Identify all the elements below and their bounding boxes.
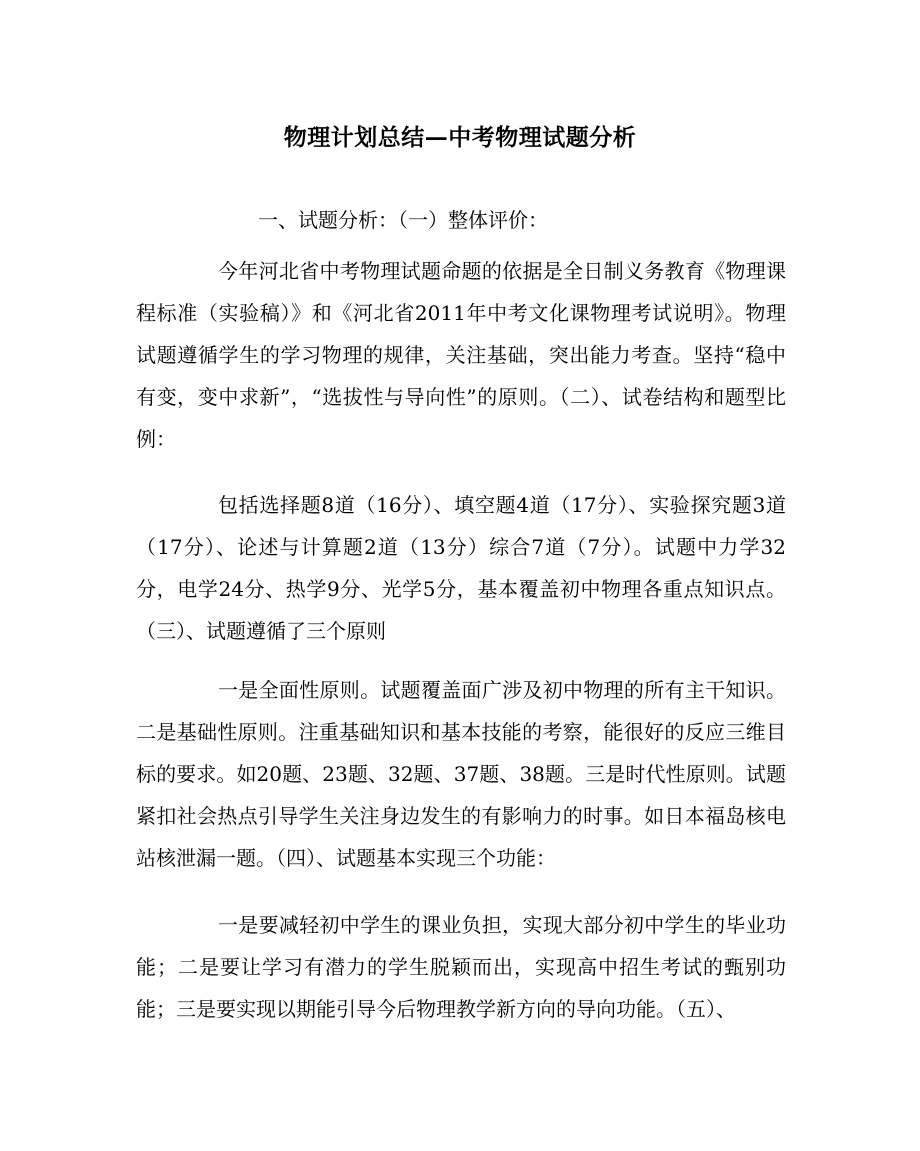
paragraph-text: 一是要减轻初中学生的课业负担，实现大部分初中学生的毕业功能；二是要让学习有潜力的学生脱颖而出，实现高中招生考试的甄别功能；三是要实现以期能引导今后物理教学新方向的导向功能。（五）、 — [136, 913, 786, 1021]
paragraph-2 — [136, 484, 786, 652]
paragraph-1 — [136, 250, 786, 460]
paragraph-3 — [136, 669, 786, 879]
paragraph-text: 包括选择题8道（16分）、填空题4道（17分）、实验探究题3道（17分）、论述与计算题2道（13分）综合7道（7分）。试题中力学32分，电学24分、热学9分、光学5分，基本覆盖初中物理各重点知识点。（三）、试题遵循了三个原则 — [136, 493, 786, 643]
paragraph-text: 一是全面性原则。试题覆盖面广涉及初中物理的所有主干知识。二是基础性原则。注重基础知识和基本技能的考察，能很好的反应三维目标的要求。如20题、23题、32题、37题、38题。三是时代性原则。试题紧扣社会热点引导学生关注身边发生的有影响力的时事。如日本福岛核电站核泄漏一题。（四）、试题基本实现三个功能： — [136, 678, 786, 870]
paragraph-4 — [136, 904, 786, 1030]
paragraph-text: 今年河北省中考物理试题命题的依据是全日制义务教育《物理课程标准（实验稿）》和《河北省2011年中考文化课物理考试说明》。物理试题遵循学生的学习物理的规律，关注基础，突出能力考查。坚持“稳中有变，变中求新”，“选拔性与导向性”的原则。（二）、试卷结构和题型比例： — [136, 259, 786, 451]
document-title: 物理计划总结—中考物理试题分析 — [283, 124, 637, 151]
section-heading: 一、试题分析：（一）整体评价： — [258, 208, 548, 232]
